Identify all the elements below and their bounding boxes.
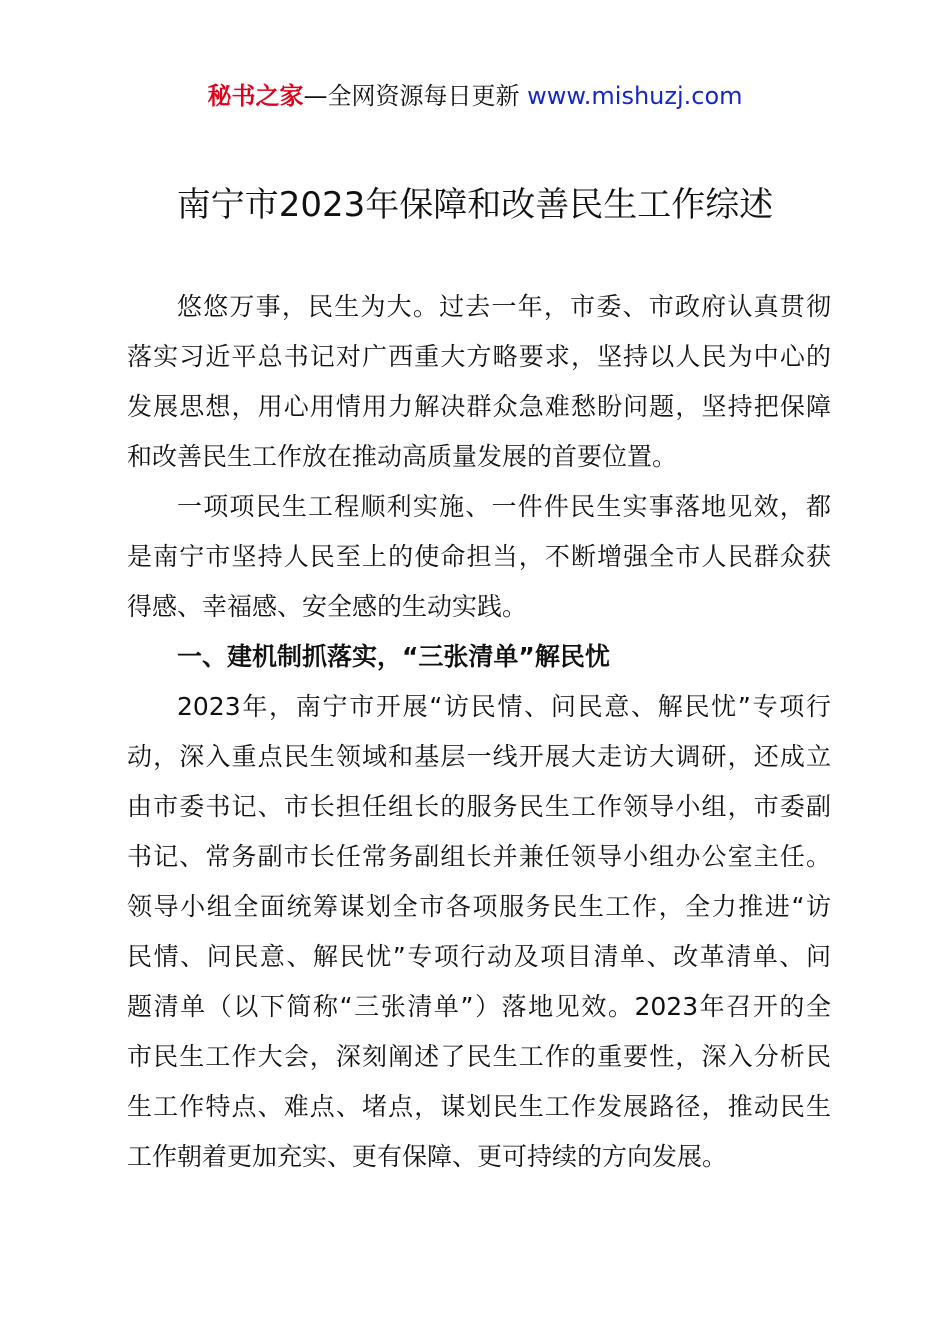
text-line: 市民生工作大会，深刻阐述了民生工作的重要性，深入分析民 [127,1042,831,1071]
text-line: 和改善民生工作放在推动高质量发展的首要位置。 [127,442,678,471]
text-line: 悠悠万事，民生为大。过去一年，市委、市政府认真贯彻 [177,292,831,321]
text-line: 书记、常务副市长任常务副组长并兼任领导小组办公室主任。 [127,842,831,871]
header-tagline: —全网资源每日更新 [303,82,520,110]
site-link[interactable]: www.mishuzj.com [527,82,743,110]
paragraph [127,482,831,632]
text-line: 领导小组全面统筹谋划全市各项服务民生工作，全力推进“访 [127,892,831,921]
section-heading: 一、建机制抓落实，“三张清单”解民忧 [177,642,610,671]
text-line: 发展思想，用心用情用力解决群众急难愁盼问题，坚持把保障 [127,392,831,421]
site-header [0,80,950,112]
text-line: 题清单（以下简称“三张清单”）落地见效。2023年召开的全 [127,992,831,1021]
paragraph [127,282,831,482]
document-body [127,282,831,1182]
text-line: 工作朝着更加充实、更有保障、更可持续的方向发展。 [127,1142,728,1171]
paragraph [127,682,831,1182]
text-line: 落实习近平总书记对广西重大方略要求，坚持以人民为中心的 [127,342,831,371]
text-line: 动，深入重点民生领域和基层一线开展大走访大调研，还成立 [127,742,831,771]
text-line: 一项项民生工程顺利实施、一件件民生实事落地见效，都 [177,492,831,521]
text-line: 是南宁市坚持人民至上的使命担当，不断增强全市人民群众获 [127,542,831,571]
text-line: 得感、幸福感、安全感的生动实践。 [127,592,528,621]
text-line: 由市委书记、市长担任组长的服务民生工作领导小组，市委副 [127,792,831,821]
brand-name: 秘书之家 [207,82,304,110]
text-line: 生工作特点、难点、堵点，谋划民生工作发展路径，推动民生 [127,1092,831,1121]
text-line: 民情、问民意、解民忧”专项行动及项目清单、改革清单、问 [127,942,831,971]
text-line: 2023年，南宁市开展“访民情、问民意、解民忧”专项行 [177,692,831,721]
document-title: 南宁市2023年保障和改善民生工作综述 [176,185,774,225]
